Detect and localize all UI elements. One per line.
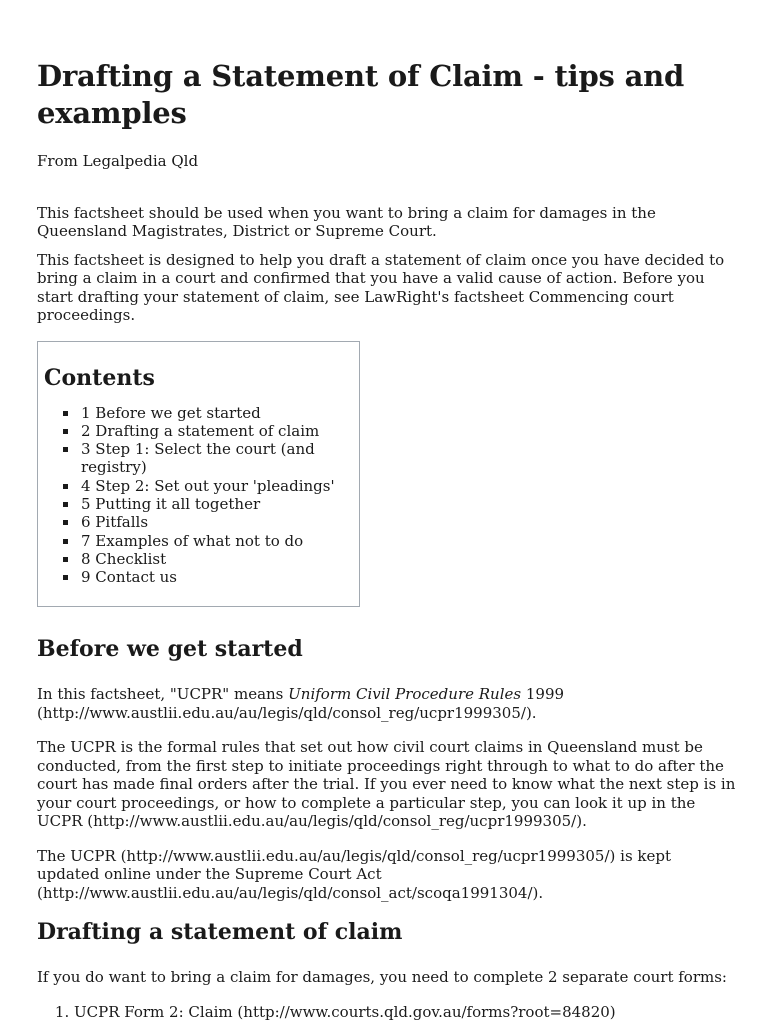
list-item: 1. UCPR Form 2: Claim (http://www.courts.qld.gov.au/forms?root=84820) xyxy=(74,1003,738,1022)
toc-item-label: 4 Step 2: Set out your 'pleadings' xyxy=(81,476,335,495)
square-bullet-icon xyxy=(63,447,68,452)
toc-item-label: 2 Drafting a statement of claim xyxy=(81,421,320,440)
toc-heading: Contents xyxy=(44,364,155,391)
ucpr-title-italic: Uniform Civil Procedure Rules xyxy=(288,685,522,704)
section-heading-before-we-get-started: Before we get started xyxy=(37,636,303,663)
toc-item-checklist[interactable] xyxy=(63,550,353,568)
toc-item-label: 3 Step 1: Select the court (and registry) xyxy=(81,440,315,477)
ucpr-definition-paragraph xyxy=(37,685,738,722)
toc-item-select-the-court[interactable] xyxy=(63,440,353,477)
toc-item-before-we-get-started[interactable] xyxy=(63,404,353,422)
square-bullet-icon xyxy=(63,575,68,580)
toc-item-label: 6 Pitfalls xyxy=(81,513,149,532)
square-bullet-icon xyxy=(63,484,68,489)
square-bullet-icon xyxy=(63,557,68,562)
square-bullet-icon xyxy=(63,429,68,434)
ucpr-definition-link-text: 1999 (http://www.austlii.edu.au/au/legis/qld/consol_reg/ucpr1999305/). xyxy=(37,685,565,722)
section-heading-drafting-statement: Drafting a statement of claim xyxy=(37,919,403,946)
toc-item-pitfalls[interactable] xyxy=(63,513,353,531)
toc-item-label: 5 Putting it all together xyxy=(81,494,261,513)
toc-item-label: 9 Contact us xyxy=(81,568,178,587)
square-bullet-icon xyxy=(63,520,68,525)
ucpr-explanation-paragraph: The UCPR is the formal rules that set out how civil court claims in Queensland must be conducted, from the first step to initiate proceedings right through to what to do after the court has made final orders after the trial. If you ever need to know what the next step is in your court proceedings, or how to complete a particular step, you can look it up in the UCPR (http://www.austlii.edu.au/au/legis/qld/consol_reg/ucpr1999305/). xyxy=(37,738,736,831)
table-of-contents xyxy=(37,341,360,608)
intro-paragraph-1: This factsheet should be used when you want to bring a claim for damages in the Queensland Magistrates, District or Supreme Court. xyxy=(37,203,656,240)
square-bullet-icon xyxy=(63,411,68,416)
toc-item-set-out-pleadings[interactable] xyxy=(63,477,353,495)
toc-item-label: 1 Before we get started xyxy=(81,403,261,422)
toc-item-drafting-a-statement-of-claim[interactable] xyxy=(63,422,353,440)
toc-list xyxy=(44,404,353,587)
ucpr-definition-text: In this factsheet, "UCPR" means xyxy=(37,685,289,704)
page-subtitle: From Legalpedia Qld xyxy=(37,152,199,170)
ucpr-updates-paragraph: The UCPR (http://www.austlii.edu.au/au/legis/qld/consol_reg/ucpr1999305/) is kept updated online under the Supreme Court Act (http://www.austlii.edu.au/au/legis/qld/consol_act/scoqa1991304/). xyxy=(37,846,672,902)
toc-item-putting-it-all-together[interactable] xyxy=(63,495,353,513)
toc-item-examples[interactable] xyxy=(63,532,353,550)
toc-item-label: 8 Checklist xyxy=(81,549,167,568)
court-forms-list xyxy=(37,1003,738,1022)
court-forms-paragraph: If you do want to bring a claim for damages, you need to complete 2 separate court forms: xyxy=(37,968,727,987)
intro-paragraph-2: This factsheet is designed to help you draft a statement of claim once you have decided to bring a claim in a court and confirmed that you have a valid cause of action. Before you start drafting your statement of claim, see LawRight's factsheet Commencing court proceedings. xyxy=(37,250,725,324)
toc-item-contact-us[interactable] xyxy=(63,568,353,586)
square-bullet-icon xyxy=(63,502,68,507)
page-title: Drafting a Statement of Claim - tips and examples xyxy=(37,59,685,130)
square-bullet-icon xyxy=(63,539,68,544)
toc-item-label: 7 Examples of what not to do xyxy=(81,531,304,550)
